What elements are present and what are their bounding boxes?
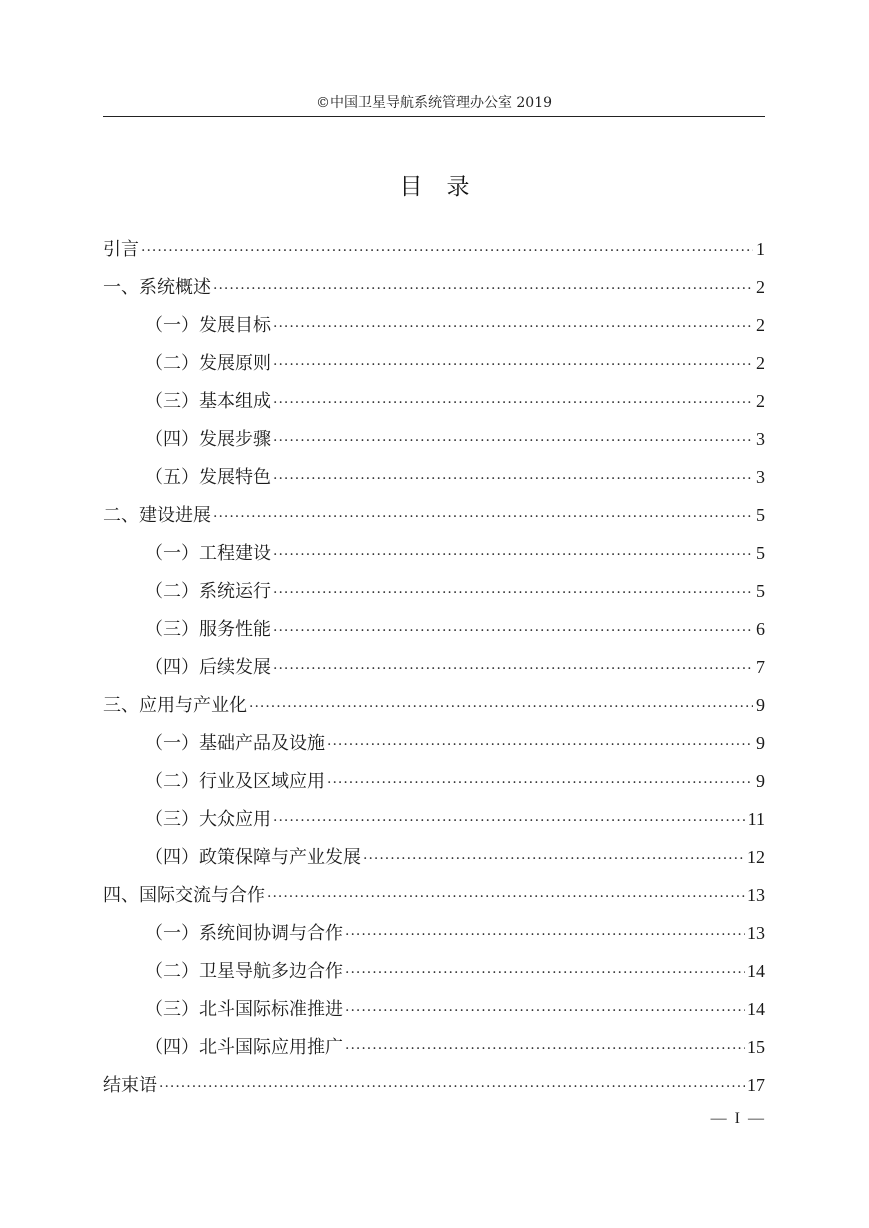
toc-entry-page: 2 bbox=[756, 391, 765, 411]
toc-leader-dots bbox=[345, 954, 745, 992]
toc-leader-dots bbox=[345, 916, 745, 954]
toc-entry-label: 结束语 bbox=[103, 1075, 157, 1096]
toc-entry-label: （二）发展原则 bbox=[145, 353, 271, 374]
toc-entry-label: 三、应用与产业化 bbox=[103, 695, 247, 716]
toc-entry-label: （三）大众应用 bbox=[145, 809, 271, 830]
toc-entry-page: 17 bbox=[747, 1075, 765, 1095]
toc-entry-page: 9 bbox=[756, 733, 765, 753]
toc-entry-page: 2 bbox=[756, 277, 765, 297]
toc-entry-page: 7 bbox=[756, 657, 765, 677]
toc-leader-dots bbox=[327, 764, 753, 802]
toc-entry-page: 2 bbox=[756, 315, 765, 335]
toc-leader-dots bbox=[345, 992, 745, 1030]
toc-leader-dots bbox=[327, 726, 753, 764]
toc-entry-label: （一）工程建设 bbox=[145, 543, 271, 564]
toc-leader-dots bbox=[273, 460, 753, 498]
toc-entry-page: 9 bbox=[756, 695, 765, 715]
toc-entry[interactable] bbox=[103, 572, 765, 610]
toc-leader-dots bbox=[273, 802, 746, 840]
toc-entry-page: 2 bbox=[756, 353, 765, 373]
toc-entry-label: （二）行业及区域应用 bbox=[145, 771, 325, 792]
toc-entry-page: 13 bbox=[747, 885, 765, 905]
toc-entry-page: 6 bbox=[756, 619, 765, 639]
toc-entry[interactable] bbox=[103, 952, 765, 990]
toc-entry-page: 11 bbox=[747, 809, 765, 829]
toc-entry[interactable] bbox=[103, 648, 765, 686]
toc-leader-dots bbox=[267, 878, 745, 916]
toc-leader-dots bbox=[249, 688, 753, 726]
toc-leader-dots bbox=[273, 612, 753, 650]
toc-entry-page: 14 bbox=[747, 999, 765, 1019]
toc-leader-dots bbox=[273, 308, 753, 346]
toc-entry[interactable] bbox=[103, 838, 765, 876]
toc-entry-label: （二）系统运行 bbox=[145, 581, 271, 602]
toc-leader-dots bbox=[345, 1030, 745, 1068]
toc-entry-page: 15 bbox=[747, 1037, 765, 1057]
toc-entry-label: （一）基础产品及设施 bbox=[145, 733, 325, 754]
toc-entry-page: 12 bbox=[747, 847, 765, 867]
toc-entry-label: （四）后续发展 bbox=[145, 657, 271, 678]
toc-entry-page: 5 bbox=[756, 505, 765, 525]
toc-entry-label: 二、建设进展 bbox=[103, 505, 211, 526]
toc-entry[interactable] bbox=[103, 724, 765, 762]
toc-entry-page: 9 bbox=[756, 771, 765, 791]
toc-entry-label: 一、系统概述 bbox=[103, 277, 211, 298]
toc-entry-label: 四、国际交流与合作 bbox=[103, 885, 265, 906]
toc-entry-label: （一）系统间协调与合作 bbox=[145, 923, 343, 944]
toc-entry[interactable] bbox=[103, 382, 765, 420]
toc-entry-page: 13 bbox=[747, 923, 765, 943]
toc-entry-page: 3 bbox=[756, 429, 765, 449]
toc-entry-page: 3 bbox=[756, 467, 765, 487]
table-of-contents bbox=[103, 230, 765, 1104]
toc-leader-dots bbox=[273, 422, 753, 460]
toc-entry[interactable] bbox=[103, 344, 765, 382]
toc-leader-dots bbox=[273, 574, 753, 612]
toc-entry[interactable] bbox=[103, 914, 765, 952]
page-number-footer: — I — bbox=[710, 1110, 766, 1127]
toc-entry[interactable] bbox=[103, 268, 765, 306]
page-header: ©中国卫星导航系统管理办公室 2019 bbox=[103, 90, 765, 117]
toc-entry[interactable] bbox=[103, 990, 765, 1028]
toc-leader-dots bbox=[213, 498, 753, 536]
toc-entry[interactable] bbox=[103, 610, 765, 648]
toc-leader-dots bbox=[273, 650, 753, 688]
toc-entry-label: （二）卫星导航多边合作 bbox=[145, 961, 343, 982]
toc-entry-label: （三）服务性能 bbox=[145, 619, 271, 640]
toc-entry-label: （三）北斗国际标准推进 bbox=[145, 999, 343, 1020]
toc-leader-dots bbox=[273, 346, 753, 384]
toc-entry-label: （三）基本组成 bbox=[145, 391, 271, 412]
toc-entry-label: 引言 bbox=[103, 239, 139, 260]
toc-leader-dots bbox=[213, 270, 753, 308]
toc-entry[interactable] bbox=[103, 496, 765, 534]
toc-entry[interactable] bbox=[103, 762, 765, 800]
toc-entry-page: 1 bbox=[756, 239, 765, 259]
toc-leader-dots bbox=[273, 384, 753, 422]
toc-leader-dots bbox=[159, 1068, 745, 1106]
toc-entry-label: （四）政策保障与产业发展 bbox=[145, 847, 361, 868]
toc-entry[interactable] bbox=[103, 420, 765, 458]
toc-entry[interactable] bbox=[103, 306, 765, 344]
page-title: 目录 bbox=[399, 174, 494, 200]
toc-entry[interactable] bbox=[103, 1066, 765, 1104]
toc-entry[interactable] bbox=[103, 1028, 765, 1066]
toc-leader-dots bbox=[273, 536, 753, 574]
toc-leader-dots bbox=[363, 840, 745, 878]
toc-entry-page: 14 bbox=[747, 961, 765, 981]
toc-entry-page: 5 bbox=[756, 543, 765, 563]
toc-entry[interactable] bbox=[103, 534, 765, 572]
toc-entry-label: （一）发展目标 bbox=[145, 315, 271, 336]
toc-entry[interactable] bbox=[103, 800, 765, 838]
toc-entry[interactable] bbox=[103, 686, 765, 724]
toc-entry[interactable] bbox=[103, 458, 765, 496]
toc-entry-page: 5 bbox=[756, 581, 765, 601]
toc-entry[interactable] bbox=[103, 876, 765, 914]
toc-entry-label: （五）发展特色 bbox=[145, 467, 271, 488]
toc-entry-label: （四）北斗国际应用推广 bbox=[145, 1037, 343, 1058]
toc-entry[interactable] bbox=[103, 230, 765, 268]
toc-leader-dots bbox=[141, 232, 753, 270]
toc-entry-label: （四）发展步骤 bbox=[145, 429, 271, 450]
